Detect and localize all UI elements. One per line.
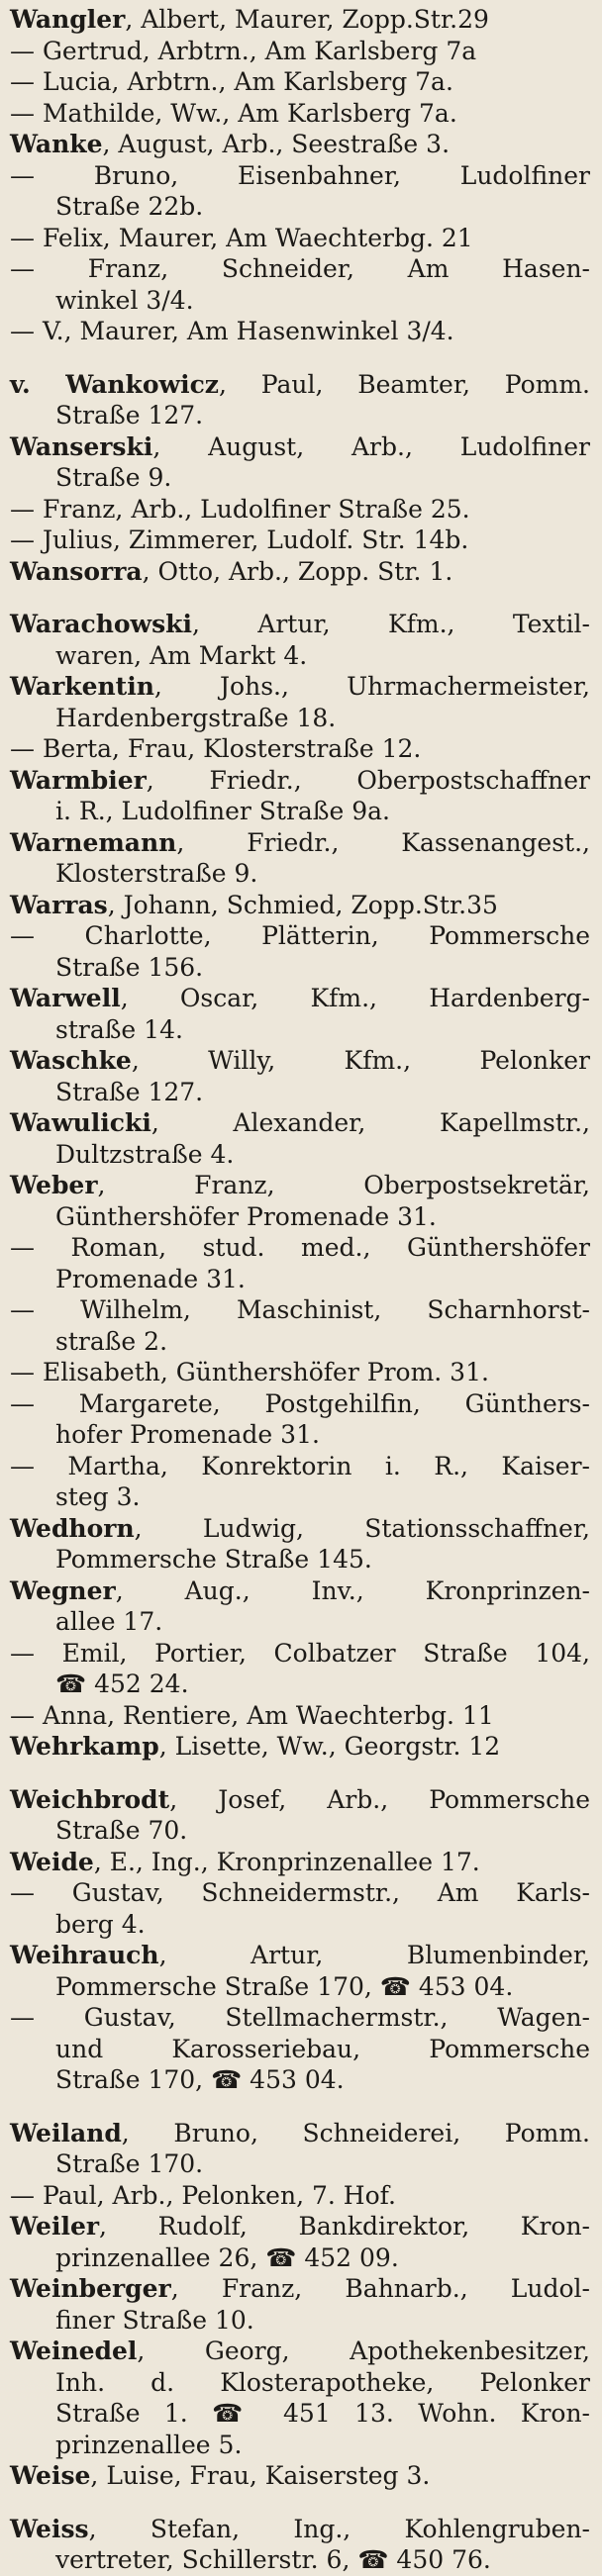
entry-line: waren, Am Markt 4.: [55, 640, 308, 670]
surname: Wanserski: [10, 431, 153, 461]
entry-line: finer Straße 10.: [55, 2305, 254, 2335]
entry-line: — Gustav, Stellmachermstr., Wagen-: [10, 2003, 590, 2032]
surname: Warnemann: [10, 827, 177, 857]
entry-line: Wansorra, Otto, Arb., Zopp. Str. 1.: [10, 556, 453, 586]
directory-entry: [10, 1045, 590, 1107]
directory-entry: [10, 609, 590, 671]
surname: Wedhorn: [10, 1513, 135, 1543]
entry-line: Wehrkamp, Lisette, Ww., Georgstr. 12: [10, 1732, 501, 1761]
entry-line: — Mathilde, Ww., Am Karlsberg 7a.: [10, 98, 457, 128]
entry-line: — Roman, stud. med., Günthershöfer: [10, 1233, 590, 1262]
surname: Wawulicki: [10, 1108, 151, 1137]
entry-line: Pommersche Straße 170, ☎ 453 04.: [55, 1971, 514, 2001]
surname: Wegner: [10, 1575, 116, 1605]
directory-entry: [10, 316, 590, 347]
entry-line: — V., Maurer, Am Hasenwinkel 3/4.: [10, 317, 454, 345]
entry-separator: [10, 2492, 590, 2514]
entry-line: Warras, Johann, Schmied, Zopp.Str.35: [10, 890, 498, 919]
surname: Weihrauch: [10, 1941, 159, 1969]
entry-line: straße 14.: [55, 1014, 183, 1044]
entry-line: Hardenbergstraße 18.: [55, 703, 337, 732]
directory-entry: [10, 1451, 590, 1513]
entry-line: Weiland, Bruno, Schneiderei, Pomm.: [10, 2118, 590, 2147]
entry-line: Straße 127.: [55, 1077, 204, 1106]
surname: Wehrkamp: [10, 1732, 159, 1761]
entry-separator: [10, 2096, 590, 2118]
directory-entry: [10, 2336, 590, 2460]
surname: Weide: [10, 1847, 94, 1876]
entry-line: Wegner, Aug., Inv., Kronprinzen-: [10, 1575, 590, 1605]
entry-line: Wanserski, August, Arb., Ludolfiner: [10, 431, 590, 461]
surname: Warras: [10, 890, 108, 919]
entry-line: Straße 9.: [55, 463, 172, 492]
directory-entry: [10, 66, 590, 98]
directory-entry: [10, 1575, 590, 1638]
directory-entry: [10, 1638, 590, 1700]
entry-separator: [10, 1763, 590, 1784]
surname: Weise: [10, 2461, 91, 2490]
entry-line: Inh. d. Klosterapotheke, Pelonker: [55, 2367, 590, 2397]
directory-entry: [10, 1877, 590, 1940]
entry-line: — Emil, Portier, Colbatzer Straße 104,: [10, 1638, 590, 1668]
entry-line: — Felix, Maurer, Am Waechterbg. 21: [10, 223, 473, 252]
entry-line: Warmbier, Friedr., Oberpostschaffner: [10, 765, 590, 795]
directory-entry: [10, 1940, 590, 2002]
directory-entry: [10, 1700, 590, 1732]
entry-line: — Gertrud, Arbtrn., Am Karlsberg 7a: [10, 36, 477, 65]
entry-line: Warnemann, Friedr., Kassenangest.,: [10, 827, 590, 857]
surname: Waschke: [10, 1046, 132, 1075]
directory-entry: [10, 4, 590, 36]
directory-entry: [10, 827, 590, 890]
entry-line: Weihrauch, Artur, Blumenbinder,: [10, 1941, 590, 1969]
directory-entry: [10, 2211, 590, 2273]
directory-entry: [10, 1731, 590, 1763]
directory-entry: [10, 1170, 590, 1232]
directory-entry: [10, 494, 590, 525]
entry-line: hofer Promenade 31.: [55, 1420, 320, 1449]
surname: v. Wankowicz: [10, 369, 219, 399]
entry-line: Straße 170.: [55, 2149, 204, 2178]
directory-entry: [10, 1388, 590, 1451]
surname: Weinedel: [10, 2337, 138, 2365]
directory-entry: [10, 129, 590, 160]
entry-line: vertreter, Schillerstr. 6, ☎ 450 76.: [55, 2545, 491, 2574]
entry-line: — Bruno, Eisenbahner, Ludolfiner: [10, 160, 590, 190]
entry-line: Weinberger, Franz, Bahnarb., Ludol-: [10, 2274, 590, 2303]
entry-line: Klosterstraße 9.: [55, 859, 258, 888]
directory-entry: [10, 733, 590, 765]
entry-line: — Franz, Schneider, Am Hasen-: [10, 254, 590, 283]
surname: Warkentin: [10, 672, 154, 701]
entry-line: Warkentin, Johs., Uhrmachermeister,: [10, 672, 590, 701]
directory-entry: [10, 2118, 590, 2180]
directory-entry: [10, 765, 590, 827]
entry-line: Wanke, August, Arb., Seestraße 3.: [10, 130, 451, 158]
surname: Weiland: [10, 2118, 122, 2147]
entry-line: Weiss, Stefan, Ing., Kohlengruben-: [10, 2514, 590, 2543]
directory-entry: [10, 160, 590, 223]
surname: Wanke: [10, 130, 103, 158]
directory-entry: [10, 369, 590, 431]
entry-separator: [10, 347, 590, 369]
entry-line: prinzenallee 5.: [55, 2430, 243, 2459]
directory-entry: [10, 1232, 590, 1294]
entry-line: — Charlotte, Plätterin, Pommersche: [10, 921, 590, 950]
directory-entry: [10, 1357, 590, 1388]
entry-line: allee 17.: [55, 1607, 163, 1636]
entry-line: Dultzstraße 4.: [55, 1139, 235, 1169]
entry-line: Günthershöfer Promenade 31.: [55, 1201, 437, 1231]
surname: Weichbrodt: [10, 1784, 170, 1814]
surname: Weiss: [10, 2514, 89, 2543]
entry-line: Waschke, Willy, Kfm., Pelonker: [10, 1046, 590, 1075]
directory-entry: [10, 2002, 590, 2096]
entry-line: Weichbrodt, Josef, Arb., Pommersche: [10, 1784, 590, 1814]
entry-line: straße 2.: [55, 1326, 168, 1356]
entry-line: v. Wankowicz, Paul, Beamter, Pomm.: [10, 369, 590, 399]
directory-entry: [10, 525, 590, 556]
entry-line: winkel 3/4.: [55, 285, 194, 315]
entry-line: Weinedel, Georg, Apothekenbesitzer,: [10, 2337, 590, 2365]
entry-line: Warwell, Oscar, Kfm., Hardenberg-: [10, 984, 590, 1012]
entry-line: i. R., Ludolfiner Straße 9a.: [55, 797, 391, 825]
directory-entry: [10, 556, 590, 588]
entry-line: Weise, Luise, Frau, Kaisersteg 3.: [10, 2461, 431, 2490]
surname: Warwell: [10, 984, 121, 1012]
entry-separator: [10, 587, 590, 609]
directory-entry: [10, 1513, 590, 1575]
entry-line: — Elisabeth, Günthershöfer Prom. 31.: [10, 1358, 489, 1386]
entry-line: — Wilhelm, Maschinist, Scharnhorst-: [10, 1295, 590, 1324]
directory-entry: [10, 431, 590, 494]
surname: Wangler: [10, 5, 126, 34]
directory-entry: [10, 2460, 590, 2492]
directory-entry: [10, 1847, 590, 1878]
directory-entry: [10, 1784, 590, 1847]
entry-line: — Anna, Rentiere, Am Waechterbg. 11: [10, 1700, 494, 1730]
entry-line: — Lucia, Arbtrn., Am Karlsberg 7a.: [10, 67, 453, 96]
entry-line: — Margarete, Postgehilfin, Günthers-: [10, 1388, 590, 1418]
entry-line: und Karosseriebau, Pommersche: [55, 2034, 590, 2063]
entry-line: Promenade 31.: [55, 1264, 246, 1293]
entry-line: — Paul, Arb., Pelonken, 7. Hof.: [10, 2180, 396, 2210]
entry-line: — Julius, Zimmerer, Ludolf. Str. 14b.: [10, 525, 469, 554]
directory-entry: [10, 2273, 590, 2336]
entry-line: Wawulicki, Alexander, Kapellmstr.,: [10, 1108, 590, 1137]
entry-line: steg 3.: [55, 1482, 141, 1511]
entry-line: — Gustav, Schneidermstr., Am Karls-: [10, 1878, 590, 1907]
entry-line: Straße 170, ☎ 453 04.: [55, 2065, 345, 2094]
directory-entry: [10, 223, 590, 254]
entry-line: — Franz, Arb., Ludolfiner Straße 25.: [10, 494, 470, 524]
directory-entry: [10, 2514, 590, 2576]
entry-line: Weide, E., Ing., Kronprinzenallee 17.: [10, 1847, 480, 1876]
entry-line: prinzenallee 26, ☎ 452 09.: [55, 2242, 399, 2272]
entry-line: — Martha, Konrektorin i. R., Kaiser-: [10, 1451, 590, 1480]
entry-line: berg 4.: [55, 1909, 146, 1939]
directory-entry: [10, 253, 590, 316]
surname: Warachowski: [10, 610, 192, 638]
entry-line: Straße 1. ☎ 451 13. Wohn. Kron-: [55, 2399, 590, 2428]
entry-line: Straße 22b.: [55, 192, 204, 221]
directory-entry: [10, 1294, 590, 1357]
entry-line: ☎ 452 24.: [55, 1670, 189, 1698]
directory-entry: [10, 1107, 590, 1170]
entry-line: Straße 70.: [55, 1816, 188, 1845]
surname: Weiler: [10, 2212, 100, 2241]
surname: Weinberger: [10, 2274, 171, 2303]
entry-line: Weiler, Rudolf, Bankdirektor, Kron-: [10, 2212, 590, 2241]
directory-entry: [10, 671, 590, 733]
entry-line: Wedhorn, Ludwig, Stationsschaffner,: [10, 1513, 590, 1543]
surname: Weber: [10, 1171, 98, 1199]
entry-line: Pommersche Straße 145.: [55, 1545, 372, 1574]
directory-entry: [10, 36, 590, 67]
entry-line: — Berta, Frau, Klosterstraße 12.: [10, 734, 422, 763]
entry-line: Warachowski, Artur, Kfm., Textil-: [10, 610, 590, 638]
surname: Wansorra: [10, 556, 143, 586]
surname: Warmbier: [10, 765, 147, 795]
directory-entry: [10, 983, 590, 1045]
entry-line: Weber, Franz, Oberpostsekretär,: [10, 1171, 590, 1199]
entry-line: Wangler, Albert, Maurer, Zopp.Str.29: [10, 5, 489, 34]
entry-line: Straße 127.: [55, 401, 204, 429]
directory-entry: [10, 890, 590, 921]
directory-entry: [10, 920, 590, 983]
directory-entry: [10, 2180, 590, 2212]
entry-line: Straße 156.: [55, 952, 204, 982]
directory-entry: [10, 98, 590, 130]
